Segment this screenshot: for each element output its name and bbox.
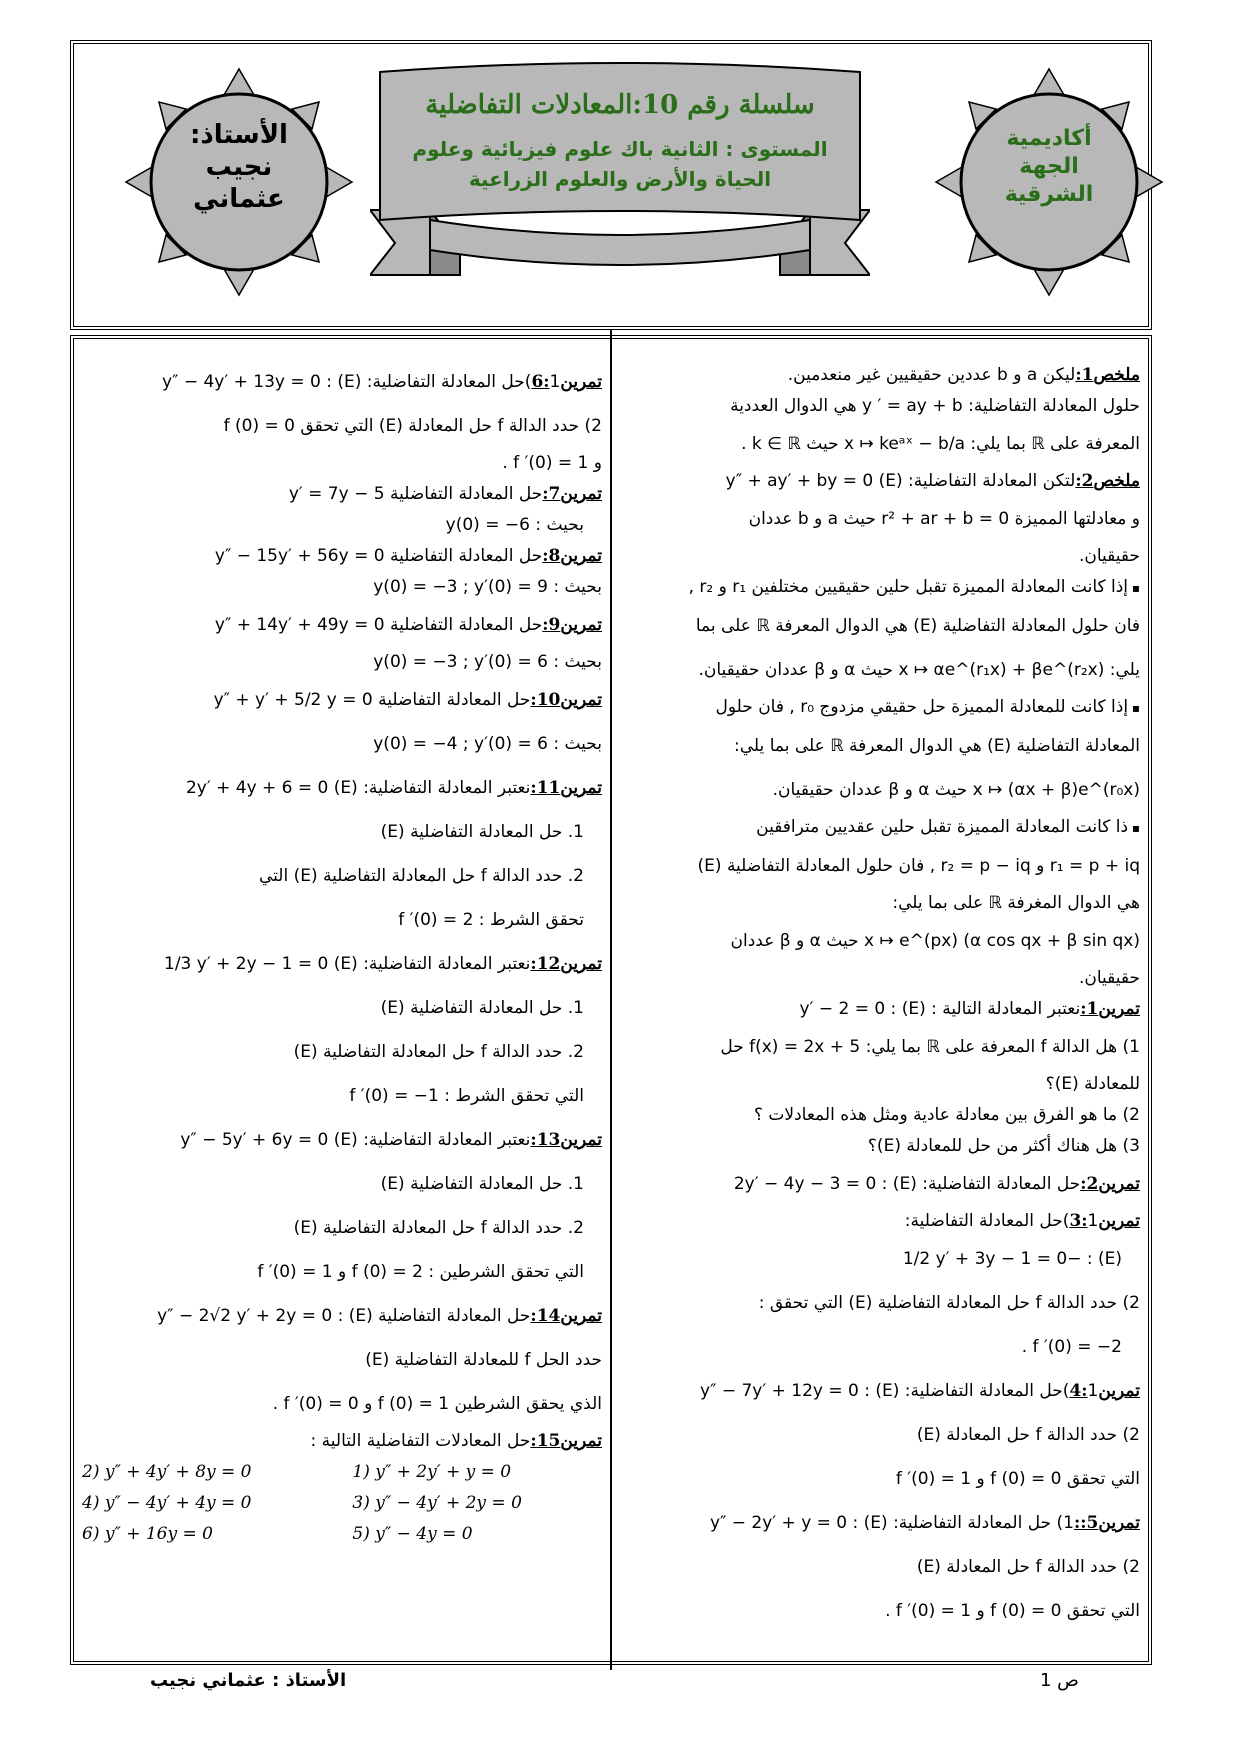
exercise-heading [620, 1162, 1140, 1206]
text-line [620, 888, 1140, 919]
line-text: حقيقيان. [1078, 968, 1140, 988]
exercise-label: ملخص2: [1075, 471, 1140, 491]
text-line [82, 854, 602, 898]
line-text: حل المعادلات التفاضلية التالية : [310, 1431, 531, 1451]
line-text: إذا كانت للمعادلة المميزة حل حقيقي مزدوج r₀ , فان حلول [715, 697, 1129, 717]
line-text: الذي يحقق الشرطين f (0) = 1 و f ′(0) = 0 . [272, 1394, 602, 1414]
line-text: (E) : −1/2 y′ + 3y − 1 = 0 [902, 1249, 1122, 1269]
teacher-first-name: نجيب [205, 152, 273, 182]
line-text: فان حلول المعادلة التفاضلية (E) هي الدوال المعرفة ℝ على بما [695, 616, 1140, 636]
line-text: 2) حدد الدالة f حل المعادلة (E) التي تحقق f (0) = 0 [223, 416, 602, 436]
text-line [620, 1237, 1140, 1281]
line-text: هي الدوال المغرفة ℝ على بما يلي: [892, 893, 1140, 913]
exercise-label: تمرين2: [1080, 1174, 1140, 1194]
exercise-label: تمرين14: [530, 1306, 602, 1326]
exercise-label: تمرين6: [531, 372, 602, 392]
exercise-label: تمرين3: [1069, 1211, 1140, 1231]
line-text: x ↦ (αx + β)e^(r₀x) حيث α و β عددان حقيقيان. [772, 780, 1140, 800]
exercise-heading [620, 466, 1140, 497]
line-text: المعرفة على ℝ بما يلي: x ↦ keᵃˣ − b/a حيث k ∈ ℝ . [741, 434, 1140, 454]
equation-row [82, 1488, 602, 1519]
text-line [620, 422, 1140, 466]
line-text: نعتبر المعادلة التفاضلية: (E) 2y′ + 4y + 6 = 0 [185, 778, 531, 798]
line-text: و معادلتها المميزة r² + ar + b = 0 حيث a و b عددان [748, 509, 1140, 529]
footer-teacher: الأستاذ : عثماني نجيب [150, 1670, 347, 1691]
exercise-heading [82, 678, 602, 722]
series-title: سلسلة رقم 10:المعادلات التفاضلية [425, 90, 815, 120]
text-line [620, 391, 1140, 422]
line-text: للمعادلة (E)؟ [1045, 1074, 1140, 1094]
right-column [620, 360, 1140, 1633]
exercise-label: تمرين13: [530, 1130, 602, 1150]
text-line [620, 541, 1140, 572]
level-line-1: المستوى : الثانية باك علوم فيزيائية وعلوم [412, 137, 828, 161]
line-text: 2) حدد الدالة f حل المعادلة التفاضلية (E) التي تحقق : [758, 1293, 1140, 1313]
text-line [620, 497, 1140, 541]
equation-row [82, 1519, 602, 1550]
exercise-label: تمرين12: [530, 954, 602, 974]
line-text: 2) حدد الدالة f حل المعادلة (E) [916, 1557, 1140, 1577]
text-line [82, 1162, 602, 1206]
text-line [620, 1131, 1140, 1162]
academy-line-1: أكاديمية [1006, 126, 1092, 151]
line-text: 1. حل المعادلة التفاضلية (E) [380, 998, 584, 1018]
exercise-label: تمرين9: [542, 615, 602, 635]
title-banner [370, 60, 870, 310]
text-line [82, 1030, 602, 1074]
teacher-medallion [124, 67, 354, 297]
line-text: التي تحقق الشرطين : f (0) = 2 و f ′(0) = 1 [257, 1262, 584, 1282]
line-text: التي تحقق f (0) = 0 و f ′(0) = 1 [895, 1469, 1140, 1489]
exercise-heading [82, 1426, 602, 1457]
line-text: 2) حدد الدالة f حل المعادلة (E) [916, 1425, 1140, 1445]
academy-line-3: الشرقية [1004, 182, 1094, 207]
exercise-heading [620, 1206, 1140, 1237]
exercise-heading [82, 603, 602, 647]
equation: 6) y″ + 16y = 0 [82, 1524, 213, 1544]
line-text: بحيث : y(0) = −3 ; y′(0) = 9 [373, 577, 602, 597]
line-text: تحقق الشرط : f ′(0) = 2 [398, 910, 584, 930]
text-line [82, 1074, 602, 1118]
line-text: المعادلة التفاضلية (E) هي الدوال المعرفة ℝ على بما يلي: [734, 736, 1140, 756]
exercise-heading [620, 1369, 1140, 1413]
line-text: 1) حل المعادلة التفاضلية: (E) : y″ − 2y′ + y = 0 [709, 1513, 1074, 1533]
line-text: حل المعادلة التفاضلية (E) : y″ − 2√2 y′ + 2y = 0 [157, 1306, 531, 1326]
line-text: حل المعادلة التفاضلية y′ = 7y − 5 [288, 484, 543, 504]
line-text: نعتبر المعادلة التفاضلية: (E) 1/3 y′ + 2y − 1 = 0 [164, 954, 531, 974]
line-text: حل المعادلة التفاضلية y″ + 14y′ + 49y = 0 [214, 615, 543, 635]
exercise-heading [620, 360, 1140, 391]
line-text: 1) هل الدالة f المعرفة على ℝ بما يلي: f(x) = 2x + 5 حل [720, 1037, 1140, 1057]
line-text: 1. حل المعادلة التفاضلية (E) [380, 1174, 584, 1194]
line-text: نعتبر المعادلة التفاضلية: (E) y″ − 5y′ + 6y = 0 [180, 1130, 531, 1150]
text-line [82, 898, 602, 942]
line-text: حل المعادلة التفاضلية y″ + y′ + 5/2 y = 0 [213, 690, 531, 710]
exercise-heading [82, 479, 602, 510]
line-text: 1)حل المعادلة التفاضلية: (E) : y″ − 7y′ + 12y = 0 [700, 1381, 1099, 1401]
page-number: ص 1 [1040, 1670, 1079, 1691]
text-line [82, 404, 602, 448]
line-text: حدد الحل f للمعادلة التفاضلية (E) [365, 1350, 602, 1370]
exercise-label: تمرين15: [530, 1431, 602, 1451]
text-line [82, 510, 602, 541]
text-line [620, 1281, 1140, 1325]
exercise-label: تمرين4: [1069, 1381, 1140, 1401]
text-line [620, 692, 1140, 724]
text-line [82, 448, 602, 479]
exercise-heading [82, 360, 602, 404]
text-line [82, 722, 602, 766]
exercise-label: تمرين5:: [1073, 1513, 1140, 1533]
line-text: 2) ما هو الفرق بين معادلة عادية ومثل هذه المعادلات ؟ [753, 1105, 1140, 1125]
line-text: 1)حل المعادلة التفاضلية: (E) : y″ − 4y′ + 13y = 0 [162, 372, 561, 392]
line-text: r₁ = p + iq و r₂ = p − iq , فان حلول المعادلة التفاضلية (E) [697, 856, 1140, 876]
text-line [620, 963, 1140, 994]
text-line [82, 647, 602, 678]
exercise-label: تمرين8: [542, 546, 602, 566]
text-line [620, 1413, 1140, 1457]
text-line [620, 844, 1140, 888]
teacher-last-name: عثماني [193, 184, 285, 214]
line-text: x ↦ e^(px) (α cos qx + β sin qx) حيث α و β عددان [730, 931, 1140, 951]
exercise-label: تمرين11: [530, 778, 602, 798]
text-line [620, 1100, 1140, 1131]
exercise-label: تمرين7: [542, 484, 602, 504]
line-text: 2. حدد الدالة f حل المعادلة التفاضلية (E) [293, 1218, 584, 1238]
equation: 2) y″ + 4y′ + 8y = 0 [82, 1462, 252, 1482]
equation: 4) y″ − 4y′ + 4y = 0 [82, 1493, 252, 1513]
equation: 1) y″ + 2y′ + y = 0 [352, 1462, 512, 1482]
equation-row [82, 1457, 602, 1488]
line-text: ذا كانت المعادلة المميزة تقبل حلين عقديين مترافقين [756, 817, 1129, 837]
text-line [620, 1025, 1140, 1069]
line-text: ليكن a و b عددين حقيقيين غير منعدمين. [787, 365, 1076, 385]
text-line [620, 919, 1140, 963]
line-text: يلي: x ↦ αe^(r₁x) + βe^(r₂x) حيث α و β عددان حقيقيان. [698, 660, 1140, 680]
text-line [82, 810, 602, 854]
text-line [620, 648, 1140, 692]
exercise-heading [82, 541, 602, 572]
academy-line-2: الجهة [1019, 154, 1079, 179]
left-column [82, 360, 602, 1550]
text-line [82, 1206, 602, 1250]
text-line [82, 1382, 602, 1426]
text-line [620, 1325, 1140, 1369]
exercise-label: ملخص1: [1075, 365, 1140, 385]
text-line [620, 724, 1140, 768]
line-text: التي تحقق f (0) = 0 و f ′(0) = 1 . [885, 1601, 1140, 1621]
text-line [620, 572, 1140, 604]
line-text: حل المعادلة التفاضلية: (E) : 2y′ − 4y − 3 = 0 [733, 1174, 1081, 1194]
line-text: التي تحقق الشرط : f ′(0) = −1 [349, 1086, 584, 1106]
exercise-label: تمرين1: [1080, 999, 1140, 1019]
line-text: 1)حل المعادلة التفاضلية: [904, 1211, 1099, 1231]
line-text: لتكن المعادلة التفاضلية: (E) y″ + ay′ + by = 0 [725, 471, 1076, 491]
equation: 5) y″ − 4y = 0 [352, 1524, 473, 1544]
line-text: 2. حدد الدالة f حل المعادلة التفاضلية (E) التي [258, 866, 584, 886]
line-text: حقيقيان. [1078, 546, 1140, 566]
exercise-heading [620, 1501, 1140, 1545]
equation: 3) y″ − 4y′ + 2y = 0 [352, 1493, 522, 1513]
text-line [620, 1545, 1140, 1589]
line-text: 2. حدد الدالة f حل المعادلة التفاضلية (E) [293, 1042, 584, 1062]
teacher-label: الأستاذ: [190, 120, 288, 150]
text-line [620, 1589, 1140, 1633]
text-line [82, 572, 602, 603]
exercise-heading [82, 942, 602, 986]
exercise-heading [620, 994, 1140, 1025]
text-line [620, 1069, 1140, 1100]
line-text: f ′(0) = −2 . [1021, 1337, 1122, 1357]
academy-medallion [934, 67, 1164, 297]
exercise-label: تمرين10: [530, 690, 602, 710]
text-line [82, 1250, 602, 1294]
line-text: حلول المعادلة التفاضلية: y ′ = ay + b هي الدوال العددية [730, 396, 1140, 416]
line-text: حل المعادلة التفاضلية y″ − 15y′ + 56y = 0 [214, 546, 543, 566]
text-line [620, 1457, 1140, 1501]
text-line [620, 812, 1140, 844]
text-line [620, 768, 1140, 812]
line-text: 1. حل المعادلة التفاضلية (E) [380, 822, 584, 842]
line-text: و f ′(0) = 1 . [502, 453, 602, 473]
line-text: إذا كانت المعادلة المميزة تقبل حلين حقيقيين مختلفين r₁ و r₂ , [688, 577, 1129, 597]
line-text: بحيث : y(0) = −4 ; y′(0) = 6 [373, 734, 602, 754]
column-divider [610, 330, 612, 1670]
exercise-heading [82, 766, 602, 810]
text-line [82, 1338, 602, 1382]
text-line [620, 604, 1140, 648]
level-line-2: الحياة والأرض والعلوم الزراعية [468, 167, 772, 191]
line-text: نعتبر المعادلة التالية : (E) : y′ − 2 = 0 [799, 999, 1081, 1019]
line-text: بحيث : y(0) = −3 ; y′(0) = 6 [373, 652, 602, 672]
text-line [82, 986, 602, 1030]
line-text: بحيث : y(0) = −6 [445, 515, 584, 535]
exercise-heading [82, 1294, 602, 1338]
line-text: 3) هل هناك أكثر من حل للمعادلة (E)؟ [867, 1136, 1140, 1156]
exercise-heading [82, 1118, 602, 1162]
